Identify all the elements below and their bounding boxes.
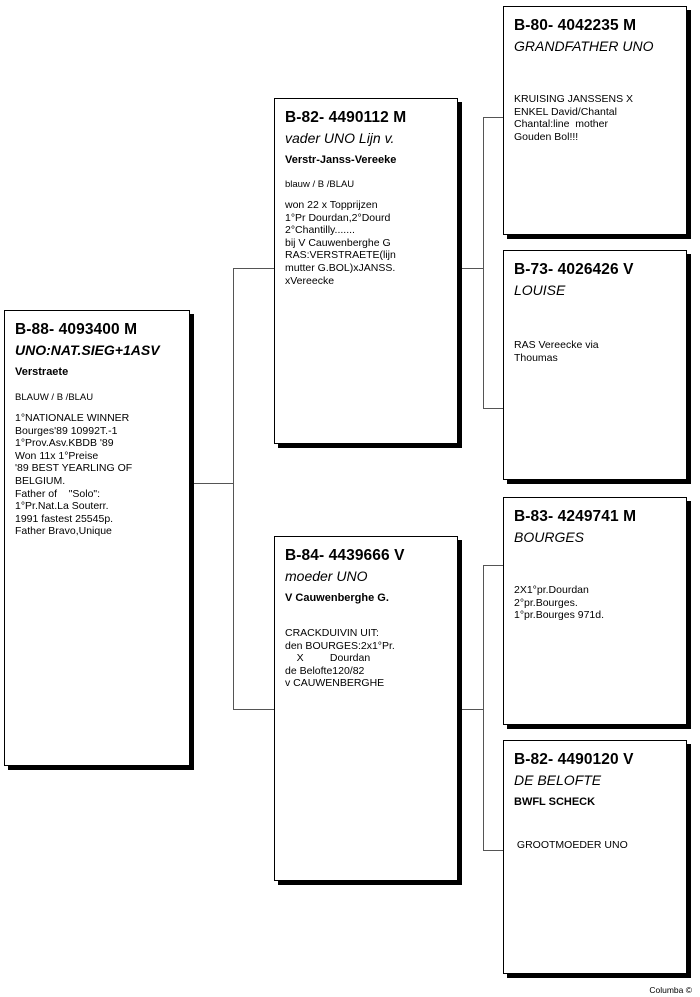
dam-dam-ring-number: B-82- 4490120 V [514,751,634,768]
connector-sire-out [458,268,483,269]
copyright-footer: Columba © [649,985,692,995]
connector-subject [190,483,233,484]
connector-dam-bracket [483,565,484,850]
sire-sire-ring-number: B-80- 4042235 M [514,17,637,34]
sire-name: vader UNO Lijn v. [285,130,395,146]
sire-card [274,98,458,444]
sire-dam-ring-number: B-73- 4026426 V [514,261,634,278]
dam-dam-notes: GROOTMOEDER UNO [514,839,628,851]
subject-card [4,310,190,766]
connector-sire-bracket [483,117,484,408]
sire-breeder: Verstr-Janss-Vereeke [285,154,397,166]
connector-sire-dam [483,408,503,409]
dam-sire-ring-number: B-83- 4249741 M [514,508,637,525]
connector-sire-sire [483,117,503,118]
connector-dam-sire [483,565,503,566]
sire-dam-name: LOUISE [514,282,566,298]
connector-dam-dam [483,850,503,851]
sire-sire-notes: KRUISING JANSSENS X ENKEL David/Chantal Chantal:line mother Gouden Bol!!! [514,93,634,143]
subject-ring-number: B-88- 4093400 M [15,321,138,338]
sire-notes: won 22 x Topprijzen 1°Pr Dourdan,2°Dourd 2°Chantilly....... bij V Cauwenberghe G RAS:VERSTRAETE(lijn mutter G.BOL)xJANSS. xVereecke [285,199,396,287]
dam-ring-number: B-84- 4439666 V [285,547,405,564]
connector-parents-bracket [233,268,234,709]
dam-dam-name: DE BELOFTE [514,772,602,788]
sire-sire-name: GRANDFATHER UNO [514,38,654,54]
dam-name: moeder UNO [285,568,368,584]
dam-sire-card [503,497,687,725]
sire-sire-card [503,6,687,235]
dam-breeder: V Cauwenberghe G. [285,592,389,604]
subject-name: UNO:NAT.SIEG+1ASV [15,342,160,358]
dam-dam-breeder: BWFL SCHECK [514,796,596,808]
subject-color: BLAUW / B /BLAU [15,392,94,403]
subject-breeder: Verstraete [15,366,69,378]
subject-notes: 1°NATIONALE WINNER Bourges'89 10992T.-1 1°Prov.Asv.KBDB '89 Won 11x 1°Preise '89 BEST YEARLING OF BELGIUM. Father of "Solo": 1°Pr.Nat.La Souterr. 1991 fastest 25545p. Father Bravo,Unique [15,412,133,538]
sire-dam-card [503,250,687,480]
connector-sire [233,268,274,269]
connector-dam [233,709,274,710]
dam-sire-notes: 2X1°pr.Dourdan 2°pr.Bourges. 1°pr.Bourges 971d. [514,584,605,622]
dam-sire-name: BOURGES [514,529,585,545]
dam-dam-card [503,740,687,974]
dam-card [274,536,458,881]
sire-color: blauw / B /BLAU [285,179,355,190]
sire-ring-number: B-82- 4490112 M [285,109,407,126]
sire-dam-notes: RAS Vereecke via Thoumas [514,339,599,364]
connector-dam-out [458,709,483,710]
dam-notes: CRACKDUIVIN UIT: den BOURGES:2x1°Pr. X Dourdan de Belofte120/82 v CAUWENBERGHE [285,627,395,690]
